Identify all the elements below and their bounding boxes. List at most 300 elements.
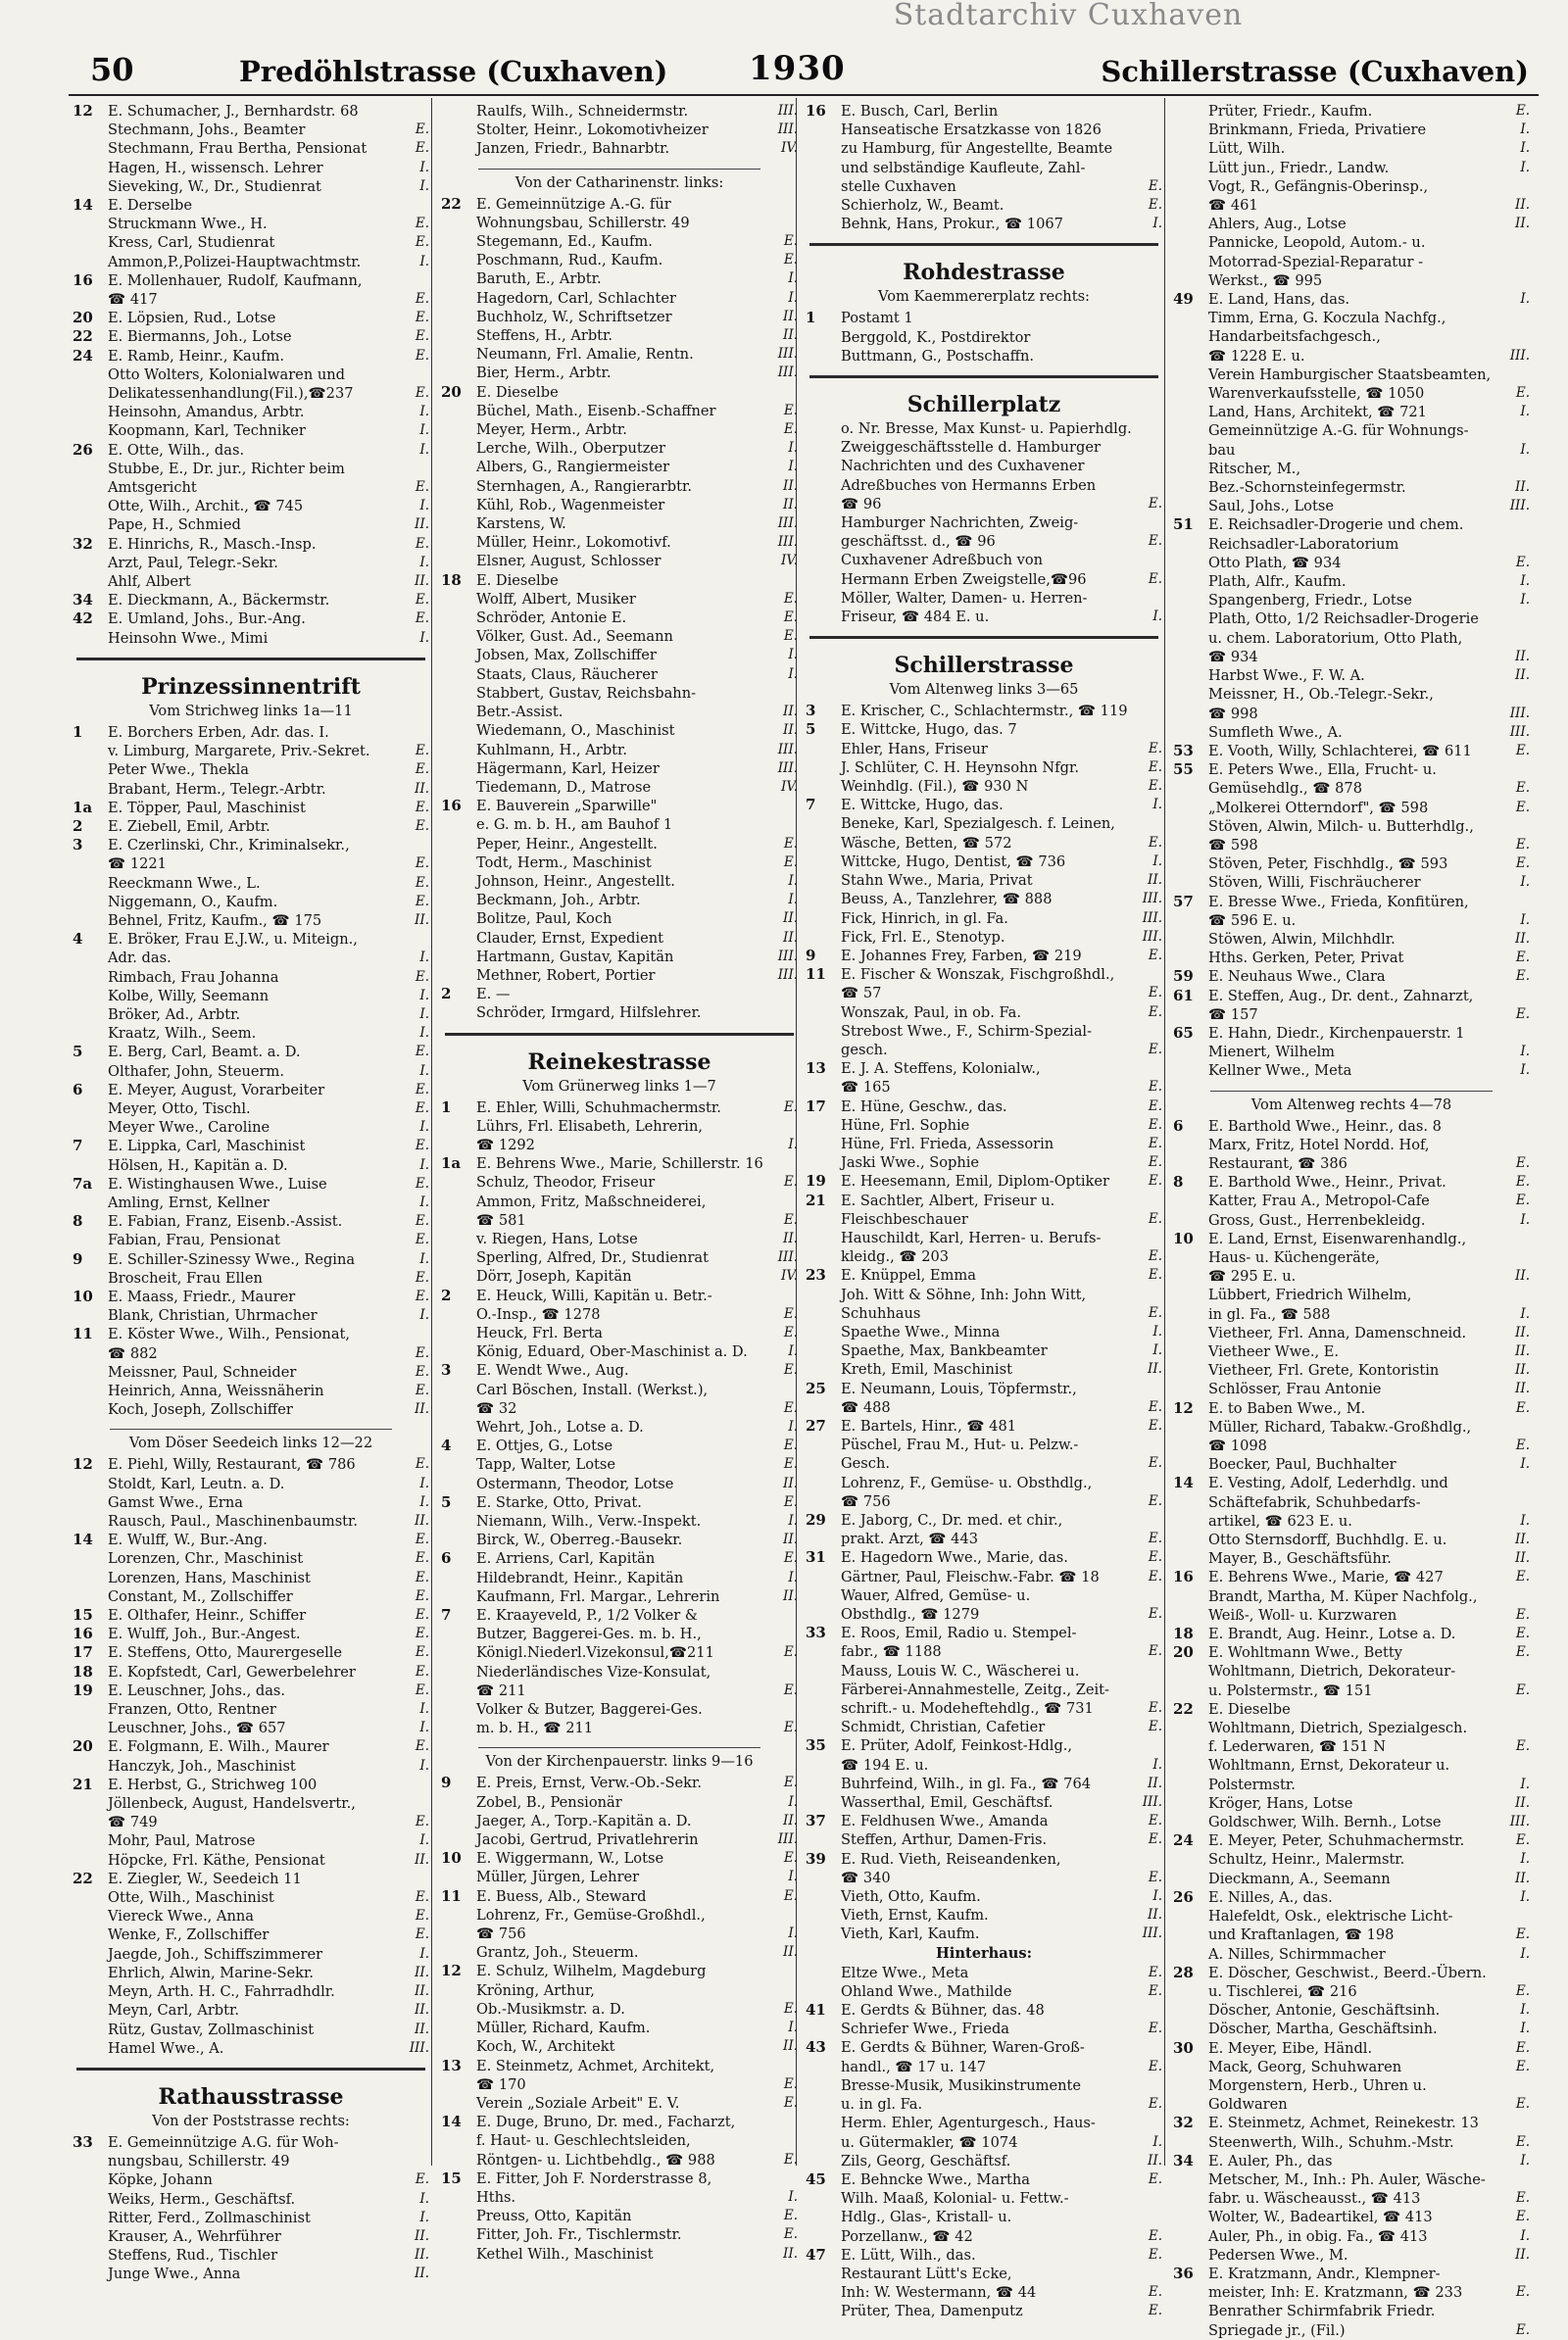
house-number: 53 xyxy=(1173,741,1194,759)
floor-mark: II. xyxy=(783,1587,798,1604)
floor-mark: I. xyxy=(1520,122,1530,138)
entry-text: Bresse-Musik, Musikinstrumente xyxy=(841,2076,1082,2094)
floor-mark: I. xyxy=(1520,874,1530,891)
entry-text: E. Hahn, Diedr., Kirchenpauerstr. 1 xyxy=(1208,1024,1465,1042)
floor-mark: E. xyxy=(415,310,429,326)
floor-mark: E. xyxy=(783,1550,798,1567)
entry-row xyxy=(439,1906,800,1925)
entry-row xyxy=(71,196,431,215)
entry-text: E. Land, Hans, das. xyxy=(1208,291,1350,309)
house-number: 20 xyxy=(1173,1643,1194,1662)
entry-row xyxy=(804,2246,1164,2265)
entry-row xyxy=(804,740,1164,758)
entry-row xyxy=(439,1868,800,1886)
entry-text: Todt, Herm., Maschinist xyxy=(476,853,652,871)
entry-text: kleidg., ☎ 203 xyxy=(841,1248,950,1266)
entry-row xyxy=(804,476,1164,495)
entry-text: Boecker, Paul, Buchhalter xyxy=(1208,1456,1396,1474)
floor-mark: II. xyxy=(1148,872,1162,889)
entry-text: u. Polstermstr., ☎ 151 xyxy=(1208,1682,1373,1699)
floor-mark: I. xyxy=(419,1194,429,1210)
entry-row xyxy=(439,1361,800,1380)
street-range: Von der Kirchenpauerstr. links 9—16 xyxy=(485,1753,754,1771)
entry-text: E. Herbst, G., Strichweg 100 xyxy=(108,1776,318,1793)
house-number: 34 xyxy=(1173,2151,1194,2169)
entry-text: ☎ 96 xyxy=(841,495,882,512)
floor-mark: I. xyxy=(1520,1512,1530,1529)
entry-row xyxy=(1171,666,1532,685)
entry-text: E. — xyxy=(476,986,511,1003)
floor-mark: E. xyxy=(1515,2058,1530,2074)
entry-row xyxy=(804,1380,1164,1398)
entry-text: Lübbert, Friedrich Wilhelm, xyxy=(1208,1287,1412,1304)
floor-mark: I. xyxy=(1520,1888,1530,1905)
entry-row xyxy=(71,1926,431,1944)
house-number: 37 xyxy=(806,1812,826,1830)
entry-text: E. Preis, Ernst, Verw.-Ob.-Sekr. xyxy=(476,1775,702,1792)
entry-text: E. Dieckmann, A., Bäckermstr. xyxy=(108,592,330,609)
entry-text: Ehrlich, Alwin, Marine-Sekr. xyxy=(108,1964,314,1981)
entry-row xyxy=(71,497,431,515)
house-number: 9 xyxy=(441,1774,452,1792)
floor-mark: E. xyxy=(1148,1568,1162,1584)
entry-row xyxy=(804,1022,1164,1041)
entry-text: E. Prüter, Adolf, Feinkost-Hdlg., xyxy=(841,1737,1073,1755)
entry-text: Stöven, Alwin, Milch- u. Butterhdlg., xyxy=(1208,817,1474,835)
entry-text: Döscher, Martha, Geschäftsinh. xyxy=(1208,2021,1438,2038)
entry-text: Hildebrandt, Heinr., Kapitän xyxy=(476,1569,684,1586)
house-number: 16 xyxy=(441,797,462,815)
entry-row xyxy=(71,233,431,252)
entry-text: Mayer, B., Geschäftsführ. xyxy=(1208,1550,1392,1568)
entry-text: Wonszak, Paul, in ob. Fa. xyxy=(841,1003,1021,1021)
floor-mark: I. xyxy=(788,1569,798,1585)
entry-text: u. Tischlerei, ☎ 216 xyxy=(1208,1982,1357,2000)
house-number: 19 xyxy=(73,1681,93,1699)
floor-mark: III. xyxy=(1509,347,1530,364)
column-4 xyxy=(1171,102,1532,2339)
entry-text: E. Biermanns, Joh., Lotse xyxy=(108,328,292,346)
entry-text: o. Nr. Bresse, Max Kunst- u. Papierhdlg. xyxy=(841,420,1132,438)
entry-text: Otto Wolters, Kolonialwaren und xyxy=(108,366,345,383)
entry-row xyxy=(439,853,800,872)
entry-row xyxy=(439,1793,800,1812)
entry-row xyxy=(439,514,800,533)
floor-mark: E. xyxy=(415,1044,429,1060)
entry-text: Eltze Wwe., Meta xyxy=(841,1964,969,1981)
floor-mark: III. xyxy=(1509,1814,1530,1830)
entry-row xyxy=(804,2283,1164,2302)
entry-text: E. Meyer, August, Vorarbeiter xyxy=(108,1081,325,1098)
entry-row xyxy=(71,1870,431,1888)
entry-text: handl., ☎ 17 u. 147 xyxy=(841,2058,986,2075)
entry-row xyxy=(439,2000,800,2019)
house-number: 5 xyxy=(806,720,816,739)
entry-text: Büchel, Math., Eisenb.-Schaffner xyxy=(476,402,716,419)
entry-row xyxy=(804,438,1164,457)
floor-mark: E. xyxy=(1148,2021,1162,2037)
floor-mark: I. xyxy=(419,1757,429,1774)
entry-text: ☎ 194 E. u. xyxy=(841,1756,929,1774)
entry-row xyxy=(439,1663,800,1682)
entry-text: Schuhhaus xyxy=(841,1304,921,1322)
entry-row xyxy=(1171,987,1532,1005)
entry-row xyxy=(439,1625,800,1643)
entry-row xyxy=(1171,1324,1532,1342)
floor-mark: II. xyxy=(783,308,798,324)
street-heading: Prinzessinnentrift xyxy=(141,673,361,700)
entry-text: E. Gemeinnützige A.G. für Woh- xyxy=(108,2133,339,2151)
floor-mark: E. xyxy=(415,1607,429,1624)
entry-text: Vogt, R., Gefängnis-Oberinsp., xyxy=(1208,177,1429,195)
floor-mark: E. xyxy=(415,817,429,834)
floor-mark: E. xyxy=(1148,740,1162,756)
entry-text: Ritter, Ferd., Zollmaschinist xyxy=(108,2209,311,2226)
entry-row xyxy=(439,1437,800,1455)
entry-row xyxy=(1171,1474,1532,1492)
entry-text: Restaurant Lütt's Ecke, xyxy=(841,2265,1012,2282)
entry-text: Jacobi, Gertrud, Privatlehrerin xyxy=(476,1831,699,1849)
floor-mark: I. xyxy=(1152,1756,1162,1773)
entry-row xyxy=(1171,1606,1532,1625)
entry-row xyxy=(1171,1850,1532,1869)
floor-mark: I. xyxy=(788,270,798,287)
floor-mark: I. xyxy=(419,1119,429,1136)
house-number: 20 xyxy=(73,309,93,327)
floor-mark: E. xyxy=(1515,799,1530,815)
entry-row xyxy=(71,1531,431,1549)
floor-mark: E. xyxy=(1148,1869,1162,1885)
floor-mark: E. xyxy=(1148,1455,1162,1472)
entry-text: Rimbach, Frau Johanna xyxy=(108,968,279,986)
entry-row xyxy=(71,1363,431,1382)
floor-mark: I. xyxy=(419,987,429,1003)
entry-text: Wilh. Maaß, Kolonial- u. Fettw.- xyxy=(841,2190,1069,2208)
entry-text: E. Fabian, Franz, Eisenb.-Assist. xyxy=(108,1213,343,1231)
floor-mark: E. xyxy=(415,1644,429,1661)
floor-mark: IV. xyxy=(780,553,798,569)
entry-row xyxy=(1171,760,1532,779)
floor-mark: E. xyxy=(415,1663,429,1680)
floor-mark: E. xyxy=(1148,177,1162,194)
entry-text: Schultz, Heinr., Malermstr. xyxy=(1208,1851,1405,1869)
entry-text: Poschmann, Rud., Kaufm. xyxy=(476,252,663,269)
floor-mark: E. xyxy=(415,122,429,138)
house-number: 1 xyxy=(806,309,816,327)
house-number: 24 xyxy=(1173,1831,1194,1850)
entry-row xyxy=(804,2114,1164,2132)
entry-row xyxy=(439,590,800,609)
house-number: 13 xyxy=(806,1059,826,1078)
floor-mark: E. xyxy=(415,968,429,985)
entry-row xyxy=(71,159,431,177)
floor-mark: II. xyxy=(1148,1775,1162,1791)
floor-mark: E. xyxy=(415,1099,429,1116)
entry-text: Wohltmann, Dietrich, Spezialgesch. xyxy=(1208,1720,1468,1737)
house-number: 17 xyxy=(73,1643,93,1662)
entry-row xyxy=(71,1682,431,1700)
entry-row xyxy=(439,214,800,232)
entry-row xyxy=(804,1511,1164,1530)
entry-row xyxy=(1171,648,1532,666)
entry-text: Gamst Wwe., Erna xyxy=(108,1493,243,1511)
entry-text: Ehler, Hans, Friseur xyxy=(841,740,988,757)
column-divider xyxy=(1164,98,1165,2166)
entry-text: Stöven, Peter, Fischhdlg., ☎ 593 xyxy=(1208,855,1448,873)
entry-row xyxy=(1171,873,1532,892)
entry-row xyxy=(71,1081,431,1099)
entry-row xyxy=(804,1812,1164,1830)
floor-mark: E. xyxy=(415,291,429,308)
entry-row xyxy=(804,1492,1164,1511)
entry-row xyxy=(804,2095,1164,2114)
entry-row xyxy=(804,1568,1164,1586)
floor-mark: E. xyxy=(1148,778,1162,795)
floor-mark: E. xyxy=(1148,1079,1162,1096)
floor-mark: I. xyxy=(788,1793,798,1810)
right-running-head: Schillerstrasse (Cuxhaven) xyxy=(1101,55,1529,88)
entry-row xyxy=(71,1700,431,1719)
entry-text: Reichsadler-Laboratorium xyxy=(1208,535,1399,553)
floor-mark: E. xyxy=(1148,1173,1162,1190)
entry-text: Elsner, August, Schlosser xyxy=(476,553,662,570)
entry-text: E. Hinrichs, R., Masch.-Insp. xyxy=(108,535,317,553)
entry-text: Neumann, Frl. Amalie, Rentn. xyxy=(476,346,694,364)
entry-row xyxy=(804,1964,1164,1982)
entry-row xyxy=(71,1719,431,1737)
entry-row xyxy=(804,159,1164,177)
entry-text: Hartmann, Gustav, Kapitän xyxy=(476,948,674,965)
entry-row xyxy=(439,364,800,382)
entry-row xyxy=(439,835,800,853)
floor-mark: II. xyxy=(1515,1362,1530,1379)
entry-text: Hanczyk, Joh., Maschinist xyxy=(108,1757,296,1775)
entry-row xyxy=(804,1454,1164,1473)
entry-text: Hagen, H., wissensch. Lehrer xyxy=(108,159,323,176)
entry-row xyxy=(1171,911,1532,930)
floor-mark: II. xyxy=(415,2021,429,2037)
page-number: 50 xyxy=(90,51,134,88)
entry-text: E. Schiller-Szinessy Wwe., Regina xyxy=(108,1250,356,1268)
entry-row xyxy=(439,308,800,326)
entry-row xyxy=(71,1945,431,1964)
year-heading: 1930 xyxy=(749,49,846,88)
entry-row xyxy=(71,1455,431,1474)
floor-mark: I. xyxy=(1520,592,1530,609)
entry-row xyxy=(1171,799,1532,817)
floor-mark: I. xyxy=(419,1156,429,1173)
entry-text: Carl Böschen, Install. (Werkst.), xyxy=(476,1381,709,1398)
column-3 xyxy=(804,102,1164,2320)
house-number: 8 xyxy=(1173,1173,1184,1192)
entry-text: ☎ 57 xyxy=(841,985,882,1002)
entry-text: Land, Hans, Architekt, ☎ 721 xyxy=(1208,404,1427,421)
entry-text: v. Limburg, Margarete, Priv.-Sekret. xyxy=(108,743,370,760)
entry-row xyxy=(1171,591,1532,609)
floor-mark: III. xyxy=(1142,891,1162,907)
entry-text: Bolitze, Paul, Koch xyxy=(476,910,612,928)
entry-text: Fleischbeschauer xyxy=(841,1210,968,1228)
floor-mark: II. xyxy=(1515,667,1530,684)
floor-mark: I. xyxy=(1152,1888,1162,1905)
entry-row xyxy=(804,909,1164,928)
floor-mark: E. xyxy=(1148,1813,1162,1829)
floor-mark: E. xyxy=(783,1362,798,1379)
floor-mark: E. xyxy=(415,2171,429,2188)
entry-row xyxy=(439,1418,800,1437)
entry-text: Hths. Gerken, Peter, Privat xyxy=(1208,950,1404,967)
floor-mark: E. xyxy=(783,1493,798,1510)
entry-row xyxy=(804,928,1164,947)
entry-row xyxy=(804,1417,1164,1436)
entry-row xyxy=(1171,215,1532,233)
entry-row xyxy=(439,345,800,364)
floor-mark: E. xyxy=(1515,1738,1530,1755)
entry-text: Grantz, Joh., Steuerm. xyxy=(476,1944,639,1962)
floor-mark: E. xyxy=(415,1288,429,1304)
entry-row xyxy=(439,2037,800,2056)
entry-row xyxy=(804,328,1164,347)
house-number: 22 xyxy=(73,1869,93,1887)
entry-text: E. Ziegler, W., Seedeich 11 xyxy=(108,1870,302,1887)
entry-text: E. Bauverein „Sparwille" xyxy=(476,798,658,815)
entry-row xyxy=(439,1925,800,1943)
page-header xyxy=(90,41,1541,90)
entry-text: E. Buess, Alb., Steward xyxy=(476,1887,647,1905)
floor-mark: E. xyxy=(1515,836,1530,853)
entry-text: E. Jaborg, C., Dr. med. et chir., xyxy=(841,1512,1063,1529)
entry-row xyxy=(439,2075,800,2094)
entry-row xyxy=(1171,535,1532,554)
entry-text: Stöwen, Alwin, Milchhdlr. xyxy=(1208,930,1396,948)
floor-mark: E. xyxy=(1148,1267,1162,1284)
floor-mark: E. xyxy=(1148,1964,1162,1980)
floor-mark: III. xyxy=(1509,498,1530,514)
floor-mark: E. xyxy=(1148,2284,1162,2301)
floor-mark: II. xyxy=(783,2245,798,2262)
entry-row xyxy=(439,232,800,251)
entry-row xyxy=(439,1549,800,1568)
entry-row xyxy=(1171,1794,1532,1813)
entry-text: Wenke, F., Zollschiffer xyxy=(108,1926,270,1944)
floor-mark: E. xyxy=(415,1926,429,1943)
floor-mark: III. xyxy=(777,741,798,757)
entry-row xyxy=(1171,159,1532,177)
entry-row xyxy=(439,1887,800,1906)
floor-mark: E. xyxy=(1515,1682,1530,1698)
entry-row xyxy=(804,2001,1164,2020)
entry-row xyxy=(804,1756,1164,1775)
floor-mark: IV. xyxy=(780,140,798,157)
entry-text: E. Fischer & Wonszak, Fischgroßhdl., xyxy=(841,966,1115,984)
house-number: 2 xyxy=(73,816,83,835)
house-number: 11 xyxy=(441,1886,462,1905)
entry-text: Otto Plath, ☎ 934 xyxy=(1208,554,1342,571)
entry-text: A. Nilles, Schirmmacher xyxy=(1208,1945,1386,1963)
entry-text: E. Brandt, Aug. Heinr., Lotse a. D. xyxy=(1208,1626,1456,1643)
entry-row xyxy=(71,1043,431,1061)
entry-row xyxy=(71,1382,431,1400)
floor-mark: I. xyxy=(788,2188,798,2205)
entry-row xyxy=(71,2209,431,2227)
entry-text: E. Bartels, Hinr., ☎ 481 xyxy=(841,1417,1017,1435)
entry-row xyxy=(439,533,800,552)
entry-row xyxy=(71,1475,431,1493)
entry-text: ☎ 488 xyxy=(841,1398,891,1416)
entry-text: meister, Inh: E. Kratzmann, ☎ 233 xyxy=(1208,2284,1463,2302)
house-number: 14 xyxy=(1173,1474,1194,1492)
floor-mark: II. xyxy=(783,1475,798,1491)
entry-row xyxy=(1171,1024,1532,1043)
entry-text: Schriefer Wwe., Frieda xyxy=(841,2021,1009,2038)
entry-row xyxy=(439,496,800,514)
entry-row xyxy=(71,2021,431,2039)
entry-row xyxy=(439,1587,800,1606)
subsection-rule xyxy=(478,1747,760,1748)
entry-row xyxy=(71,1231,431,1249)
entry-row xyxy=(804,1662,1164,1681)
entry-row xyxy=(804,570,1164,589)
entry-row xyxy=(804,1887,1164,1906)
entry-row xyxy=(804,758,1164,777)
entry-text: Brabant, Herm., Telegr.-Arbtr. xyxy=(108,780,326,798)
entry-text: ☎ 157 xyxy=(1208,1005,1258,1023)
entry-text: E. Land, Ernst, Eisenwarenhandlg., xyxy=(1208,1230,1467,1247)
entry-text: Hdlg., Glas-, Kristall- u. xyxy=(841,2209,1012,2226)
entry-text: E. Dieselbe xyxy=(1208,1700,1291,1718)
floor-mark: I. xyxy=(1152,1342,1162,1359)
entry-row xyxy=(71,1137,431,1155)
entry-text: Kreth, Emil, Maschinist xyxy=(841,1361,1012,1379)
entry-text: Zobel, B., Pensionär xyxy=(476,1793,622,1811)
entry-row xyxy=(804,720,1164,739)
entry-text: Schulz, Theodor, Friseur xyxy=(476,1174,656,1192)
floor-mark: I. xyxy=(1520,1851,1530,1868)
floor-mark: E. xyxy=(415,1344,429,1361)
entry-row xyxy=(1171,497,1532,515)
entry-row xyxy=(439,289,800,308)
entry-text: Morgenstern, Herb., Uhren u. xyxy=(1208,2076,1427,2094)
entry-row xyxy=(71,817,431,836)
entry-text: Heinsohn Wwe., Mimi xyxy=(108,629,269,647)
entry-text: Königl.Niederl.Vizekonsul,☎211 xyxy=(476,1644,714,1662)
floor-mark: I. xyxy=(419,1025,429,1042)
entry-row xyxy=(439,703,800,721)
floor-mark: E. xyxy=(415,234,429,251)
floor-mark: II. xyxy=(415,573,429,590)
floor-mark: E. xyxy=(783,1682,798,1698)
entry-text: Kethel Wilh., Maschinist xyxy=(476,2245,654,2263)
house-number: 43 xyxy=(806,2038,826,2057)
floor-mark: E. xyxy=(1515,385,1530,402)
house-number: 33 xyxy=(806,1624,826,1642)
entry-text: E. Wohltmann Wwe., Betty xyxy=(1208,1644,1403,1662)
floor-mark: E. xyxy=(1515,2133,1530,2150)
entry-text: Kellner Wwe., Meta xyxy=(1208,1062,1352,1080)
entry-row xyxy=(71,384,431,403)
entry-row xyxy=(71,177,431,196)
entry-text: E. Lütt, Wilh., das. xyxy=(841,2246,976,2264)
house-number: 10 xyxy=(1173,1229,1194,1247)
entry-text: Hths. xyxy=(476,2188,516,2206)
floor-mark: E. xyxy=(1148,1606,1162,1623)
entry-row xyxy=(1171,1005,1532,1024)
floor-mark: E. xyxy=(783,421,798,438)
entry-row xyxy=(804,177,1164,196)
house-number: 4 xyxy=(441,1437,452,1455)
floor-mark: II. xyxy=(1515,1870,1530,1886)
floor-mark: E. xyxy=(783,2094,798,2111)
